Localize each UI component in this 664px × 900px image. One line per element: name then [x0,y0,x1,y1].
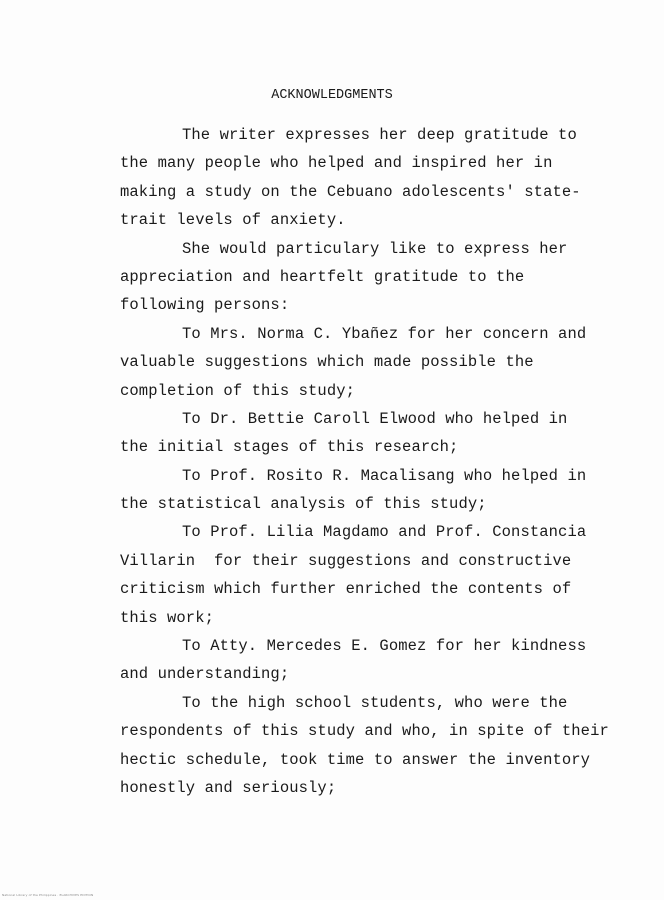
paragraph-line: criticism which further enriched the contents of [120,580,572,599]
acknowledgments-body [120,121,640,802]
paragraph-line: valuable suggestions which made possible the [120,353,534,372]
paragraph-line: completion of this study; [120,381,356,400]
paragraph-line: hectic schedule, took time to answer the inventory [120,750,591,769]
paragraph-line: the initial stages of this research; [120,438,459,457]
paragraph-line: this work; [120,608,215,627]
paragraph-line: To the high school students, who were the [182,693,568,712]
paragraph-line: She would particulary like to express her [182,239,568,258]
paragraph-line: To Atty. Mercedes E. Gomez for her kindness [182,637,587,656]
paragraph-line: honestly and seriously; [120,778,337,797]
paragraph-line: To Prof. Lilia Magdamo and Prof. Constancia [182,523,587,542]
paragraph-line: appreciation and heartfelt gratitude to the [120,267,525,286]
paragraph-line: the many people who helped and inspired her in [120,154,553,173]
paragraph-line: To Prof. Rosito R. Macalisang who helped in [182,466,587,485]
paragraph-line: To Dr. Bettie Caroll Elwood who helped in [182,409,568,428]
paragraph-line: Villarin for their suggestions and constructive [120,551,572,570]
paragraph-line: following persons: [120,296,290,315]
paragraph-line: trait levels of anxiety. [120,211,346,230]
page-title: ACKNOWLEDGMENTS [271,88,393,103]
paragraph-line: The writer expresses her deep gratitude to [182,126,577,144]
paragraph-line: making a study on the Cebuano adolescents' state- [120,182,581,201]
paragraph-line: the statistical analysis of this study; [120,495,487,514]
paragraph-line: To Mrs. Norma C. Ybañez for her concern and [182,324,587,343]
paragraph-line: respondents of this study and who, in spite of their [120,722,609,741]
archive-footer-note: National Library of the Philippines · ELARCHIVES EDITION [2,893,94,897]
paragraph-line: and understanding; [120,665,290,684]
